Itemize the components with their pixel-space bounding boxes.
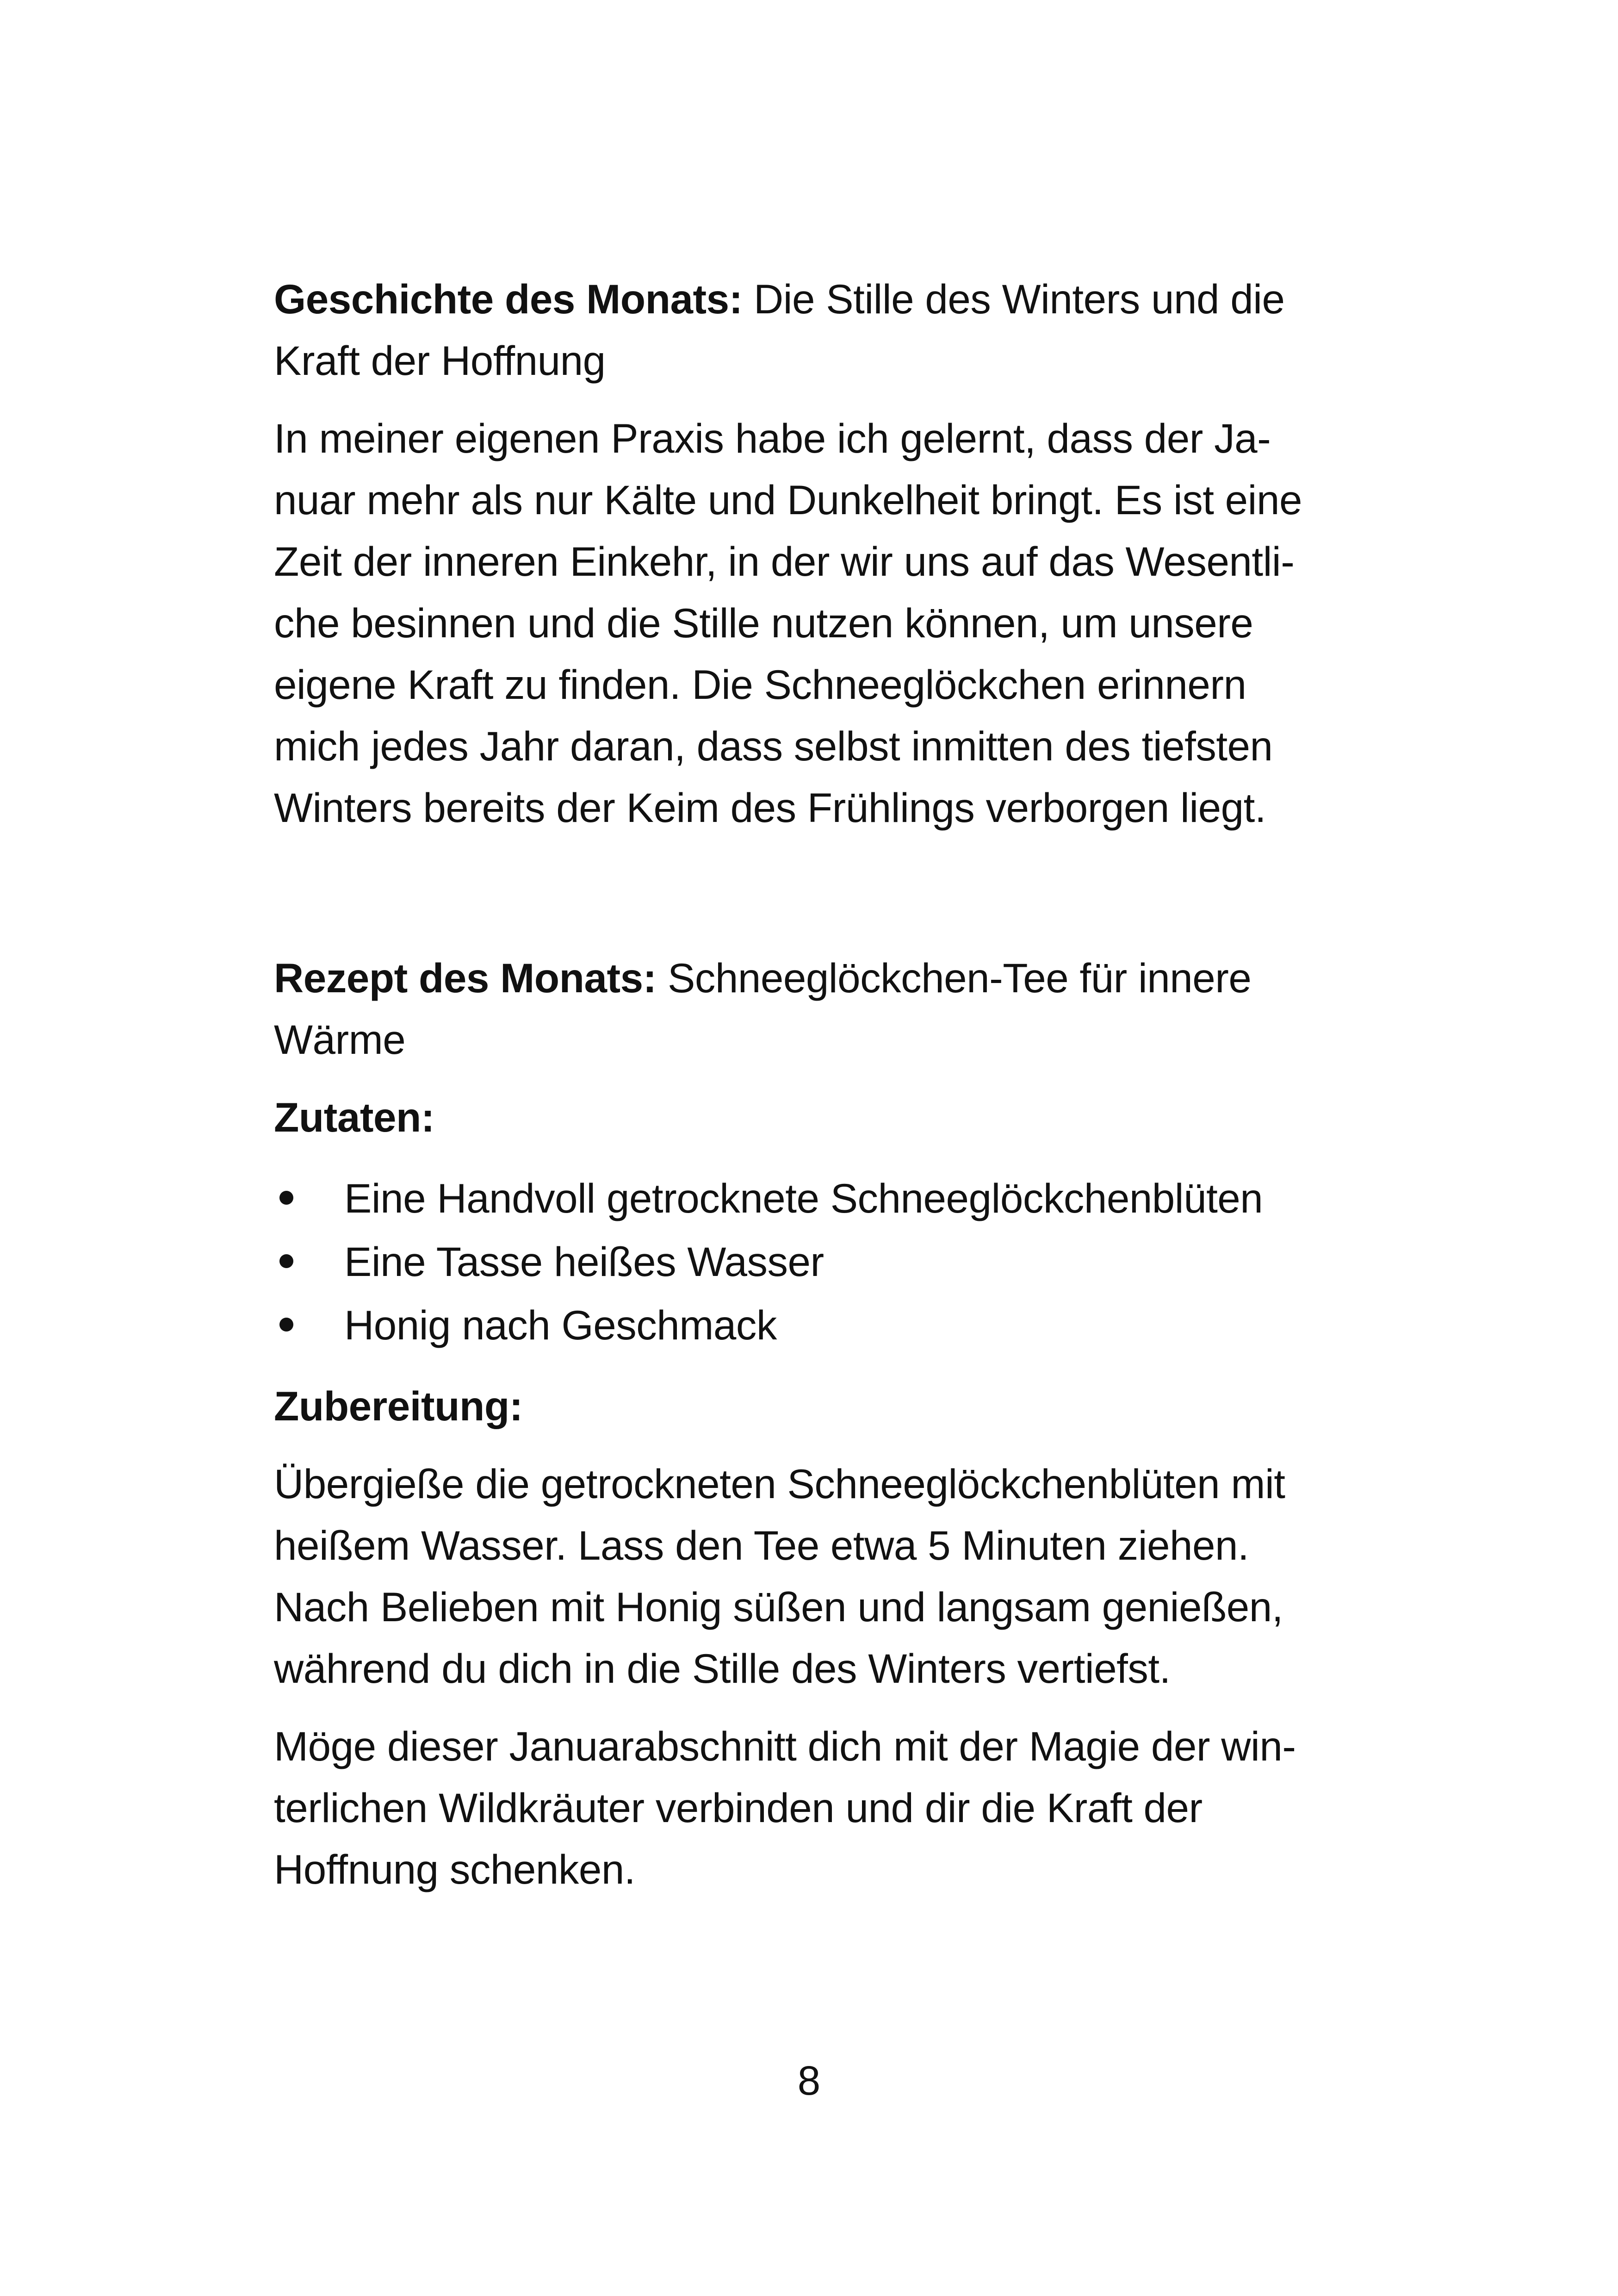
recipe-heading-label: Rezept des Monats: — [274, 955, 657, 1001]
story-line: mich jedes Jahr daran, dass selbst inmitten des tiefsten — [274, 723, 1273, 769]
bullet-icon — [279, 1191, 293, 1205]
bullet-icon — [279, 1318, 293, 1332]
ingredient-text: Eine Tasse heißes Wasser — [344, 1238, 824, 1285]
recipe-heading — [274, 947, 1292, 1070]
preparation-body — [274, 1453, 1375, 1699]
story-line: Zeit der inneren Einkehr, in der wir uns auf das Wesentli- — [274, 538, 1295, 585]
story-line: Winters bereits der Keim des Frühlings verborgen liegt. — [274, 784, 1266, 831]
story-line: che besinnen und die Stille nutzen können, um unsere — [274, 600, 1253, 646]
story-heading-title: Die Stille des Winters und die Kraft der Hoffnung — [274, 276, 1285, 384]
recipe-heading-title: Schneeglöckchen-Tee für innere Wärme — [274, 955, 1252, 1063]
list-item — [274, 1167, 1375, 1230]
story-heading-label: Geschichte des Monats: — [274, 276, 743, 322]
list-item — [274, 1230, 1375, 1294]
preparation-line: Nach Belieben mit Honig süßen und langsam genießen, — [274, 1584, 1283, 1630]
page-content — [274, 268, 1375, 1900]
bullet-icon — [279, 1254, 293, 1268]
page-number: 8 — [797, 2057, 821, 2103]
closing-line: terlichen Wildkräuter verbinden und dir die Kraft der — [274, 1785, 1203, 1831]
preparation-heading: Zubereitung: — [274, 1383, 523, 1429]
preparation-line: während du dich in die Stille des Winters vertiefst. — [274, 1645, 1171, 1692]
preparation-line: Übergieße die getrockneten Schneeglöckchenblüten mit — [274, 1461, 1285, 1507]
ingredient-text: Honig nach Geschmack — [344, 1302, 777, 1348]
list-item — [274, 1294, 1375, 1357]
closing-line: Möge dieser Januarabschnitt dich mit der Magie der win- — [274, 1723, 1296, 1769]
closing-line: Hoffnung schenken. — [274, 1846, 636, 1892]
ingredient-text: Eine Handvoll getrocknete Schneeglöckchenblüten — [344, 1175, 1263, 1221]
ingredients-heading: Zutaten: — [274, 1094, 435, 1140]
preparation-line: heißem Wasser. Lass den Tee etwa 5 Minuten ziehen. — [274, 1522, 1249, 1568]
closing-paragraph — [274, 1716, 1375, 1900]
ingredients-list — [274, 1167, 1375, 1357]
story-line: In meiner eigenen Praxis habe ich gelernt, dass der Ja- — [274, 415, 1271, 461]
story-line: eigene Kraft zu finden. Die Schneeglöckchen erinnern — [274, 661, 1246, 708]
story-body — [274, 408, 1375, 839]
story-line: nuar mehr als nur Kälte und Dunkelheit bringt. Es ist eine — [274, 477, 1302, 523]
story-heading — [274, 268, 1329, 392]
